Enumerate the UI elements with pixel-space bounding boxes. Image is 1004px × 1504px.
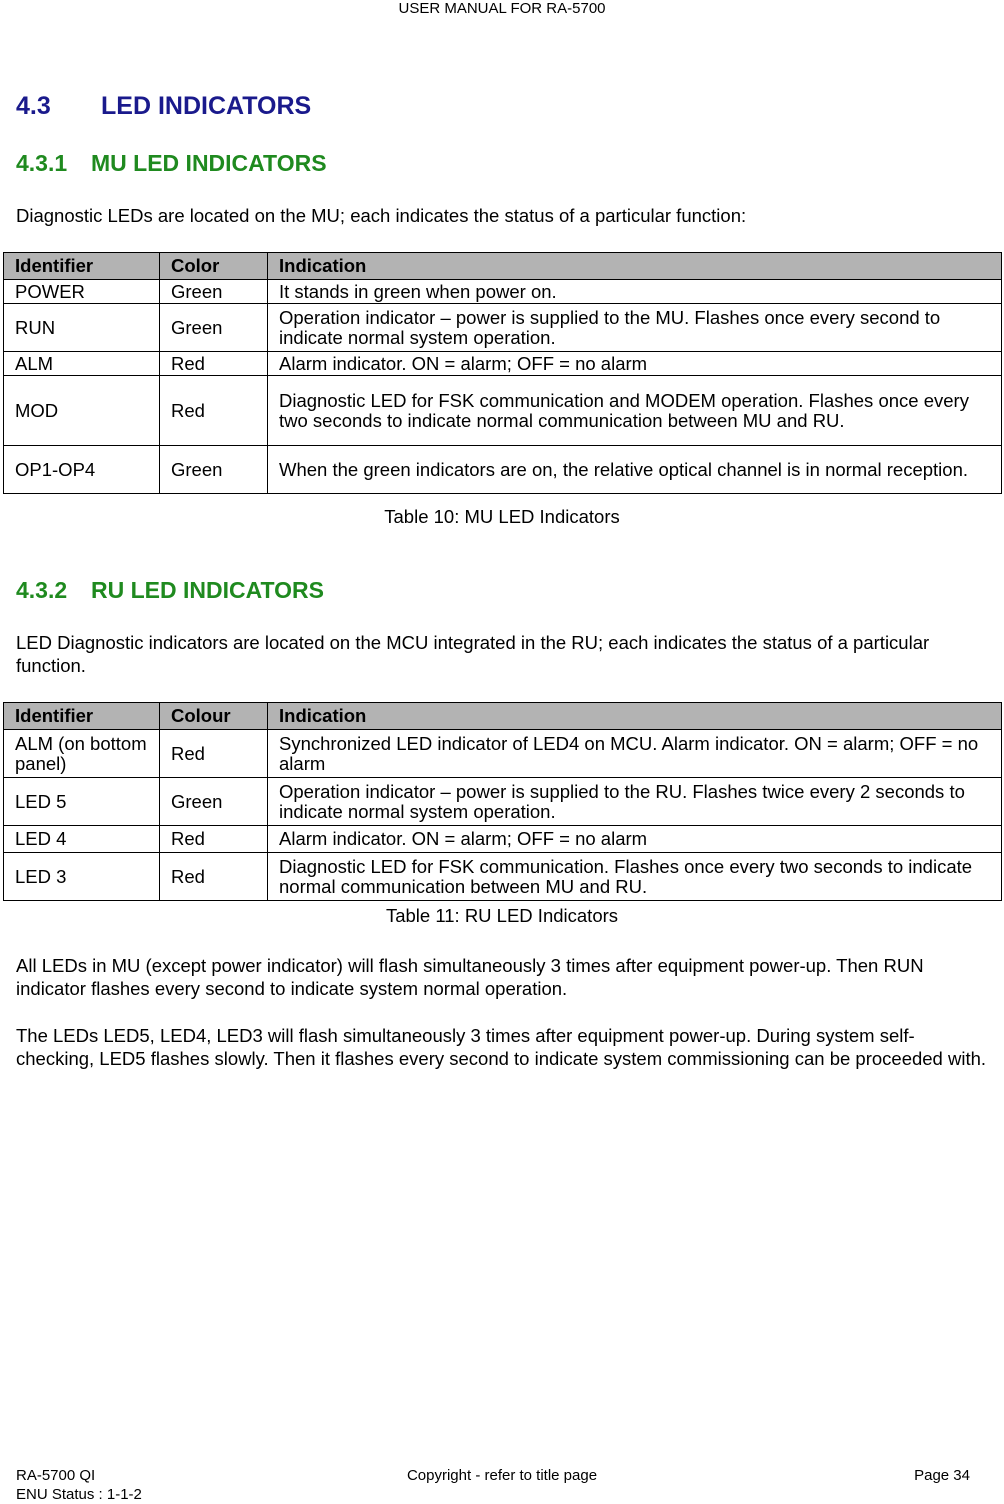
table-header-row <box>4 253 1002 280</box>
mu-table-caption: Table 10: MU LED Indicators <box>384 506 620 527</box>
section-number: 4.3 <box>16 92 51 120</box>
ru-heading-number: 4.3.2 <box>16 577 68 603</box>
indication-cell: Diagnostic LED for FSK communication. Flashes once every two seconds to indicate normal communication between MU and RU. <box>268 853 1002 901</box>
color-cell: Green <box>160 280 268 304</box>
indication-cell: Operation indicator – power is supplied to the RU. Flashes twice every 2 seconds to indicate normal system operation. <box>268 778 1002 826</box>
table-row <box>4 826 1002 853</box>
ru-heading <box>16 577 324 604</box>
column-header: Color <box>160 253 268 280</box>
footer-copyright: Copyright - refer to title page <box>406 1467 598 1484</box>
table-row <box>4 376 1002 446</box>
mu-heading-title: MU LED INDICATORS <box>91 150 327 176</box>
table-row <box>4 778 1002 826</box>
footer-status: ENU Status : 1-1-2 <box>16 1486 142 1503</box>
ru-table-caption: Table 11: RU LED Indicators <box>385 905 619 926</box>
footer-doc-id: RA-5700 QI <box>16 1467 96 1484</box>
identifier-cell: LED 3 <box>4 853 160 901</box>
ru-intro: LED Diagnostic indicators are located on the MCU integrated in the RU; each indicates the status of a particular function. <box>16 632 930 676</box>
ru-heading-title: RU LED INDICATORS <box>91 577 324 603</box>
table-row <box>4 352 1002 376</box>
indication-cell: Synchronized LED indicator of LED4 on MCU. Alarm indicator. ON = alarm; OFF = no alarm <box>268 730 1002 778</box>
indication-cell: Alarm indicator. ON = alarm; OFF = no alarm <box>268 352 1002 376</box>
identifier-cell: POWER <box>4 280 160 304</box>
paragraph: All LEDs in MU (except power indicator) will flash simultaneously 3 times after equipment power-up. Then RUN indicator flashes every second to indicate system normal operation. <box>16 955 924 999</box>
mu-heading-number: 4.3.1 <box>16 150 68 176</box>
mu-led-table <box>3 252 1002 494</box>
column-header: Indication <box>268 253 1002 280</box>
table-row <box>4 853 1002 901</box>
color-cell: Green <box>160 304 268 352</box>
section-title: LED INDICATORS <box>101 92 312 120</box>
mu-heading <box>16 150 327 177</box>
table-row <box>4 730 1002 778</box>
identifier-cell: MOD <box>4 376 160 446</box>
mu-intro: Diagnostic LEDs are located on the MU; each indicates the status of a particular function: <box>16 205 747 226</box>
indication-cell: Diagnostic LED for FSK communication and MODEM operation. Flashes once every two seconds to indicate normal communication between MU and RU. <box>268 376 1002 446</box>
column-header: Identifier <box>4 253 160 280</box>
table-row <box>4 280 1002 304</box>
table-row <box>4 446 1002 494</box>
color-cell: Red <box>160 730 268 778</box>
indication-cell: Alarm indicator. ON = alarm; OFF = no alarm <box>268 826 1002 853</box>
color-cell: Green <box>160 446 268 494</box>
table-row <box>4 304 1002 352</box>
color-cell: Red <box>160 853 268 901</box>
ru-led-table <box>3 702 1002 901</box>
column-header: Indication <box>268 703 1002 730</box>
identifier-cell: ALM <box>4 352 160 376</box>
color-cell: Green <box>160 778 268 826</box>
identifier-cell: ALM (on bottom panel) <box>4 730 160 778</box>
indication-cell: When the green indicators are on, the relative optical channel is in normal reception. <box>268 446 1002 494</box>
footer-page-number: Page 34 <box>914 1467 970 1484</box>
page-header: USER MANUAL FOR RA-5700 <box>398 0 606 17</box>
table-header-row <box>4 703 1002 730</box>
identifier-cell: LED 4 <box>4 826 160 853</box>
column-header: Identifier <box>4 703 160 730</box>
column-header: Colour <box>160 703 268 730</box>
paragraph: The LEDs LED5, LED4, LED3 will flash simultaneously 3 times after equipment power-up. During system self-checking, LED5 flashes slowly. Then it flashes every second to indicate system commissioning can be proceeded with. <box>16 1025 987 1069</box>
indication-cell: It stands in green when power on. <box>268 280 1002 304</box>
identifier-cell: OP1-OP4 <box>4 446 160 494</box>
identifier-cell: RUN <box>4 304 160 352</box>
section-heading <box>16 92 311 121</box>
color-cell: Red <box>160 826 268 853</box>
identifier-cell: LED 5 <box>4 778 160 826</box>
color-cell: Red <box>160 376 268 446</box>
color-cell: Red <box>160 352 268 376</box>
indication-cell: Operation indicator – power is supplied to the MU. Flashes once every second to indicate normal system operation. <box>268 304 1002 352</box>
